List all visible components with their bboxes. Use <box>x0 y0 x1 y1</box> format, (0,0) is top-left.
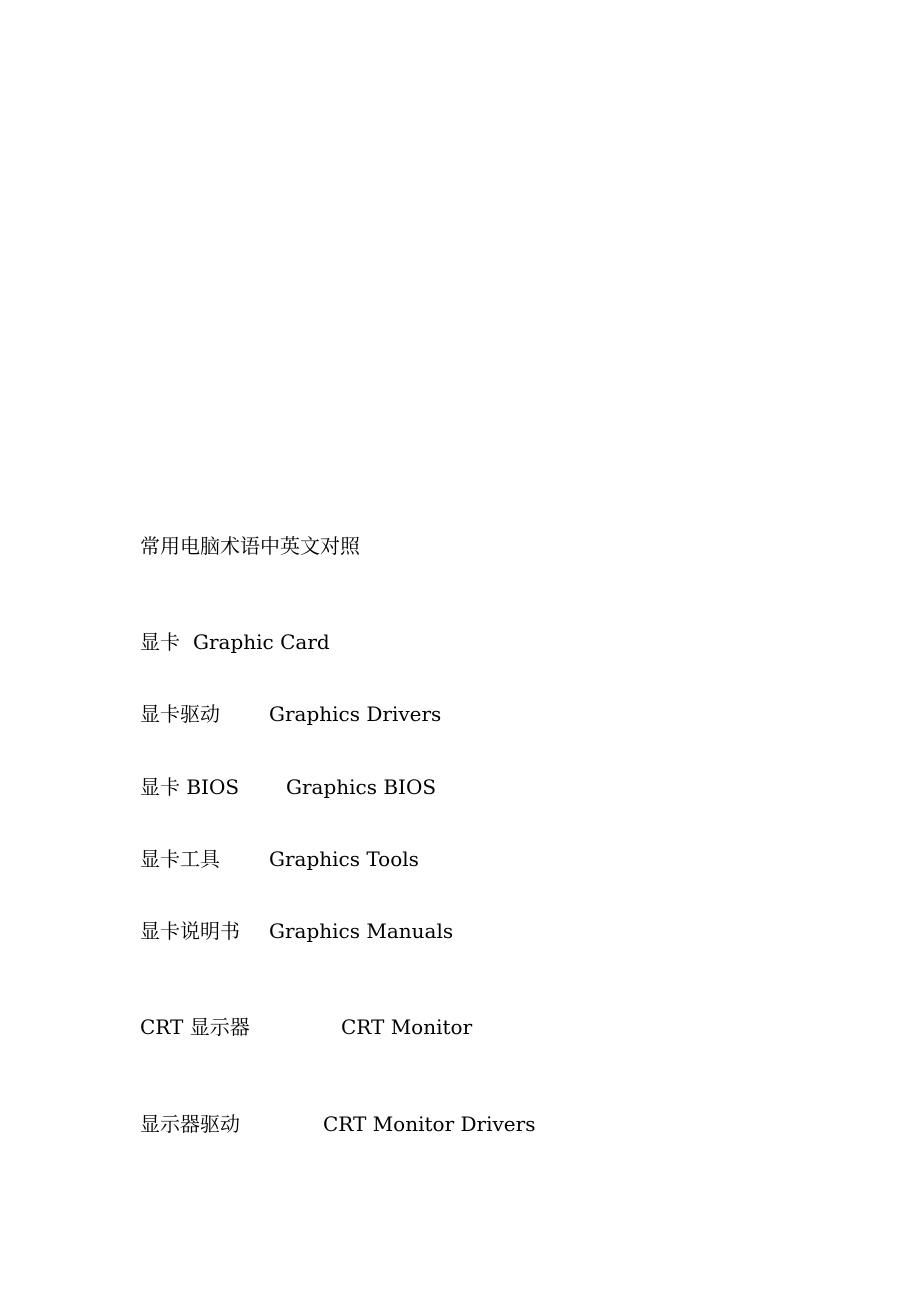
term-chinese: 显卡 <box>140 630 180 654</box>
term-chinese: 显卡 BIOS <box>140 775 240 799</box>
term-english: Graphics BIOS <box>286 775 437 799</box>
document-title: 常用电脑术语中英文对照 <box>140 534 360 558</box>
term-english: CRT Monitor Drivers <box>323 1112 536 1136</box>
term-chinese: CRT 显示器 <box>140 1015 250 1039</box>
term-english: Graphics Drivers <box>269 702 442 726</box>
term-english: Graphic Card <box>193 630 330 654</box>
term-english: Graphics Tools <box>269 847 419 871</box>
term-chinese: 显示器驱动 <box>140 1112 240 1136</box>
term-chinese: 显卡工具 <box>140 847 220 871</box>
term-chinese: 显卡驱动 <box>140 702 220 726</box>
term-english: Graphics Manuals <box>269 919 454 943</box>
term-english: CRT Monitor <box>341 1015 473 1039</box>
term-chinese: 显卡说明书 <box>140 919 240 943</box>
